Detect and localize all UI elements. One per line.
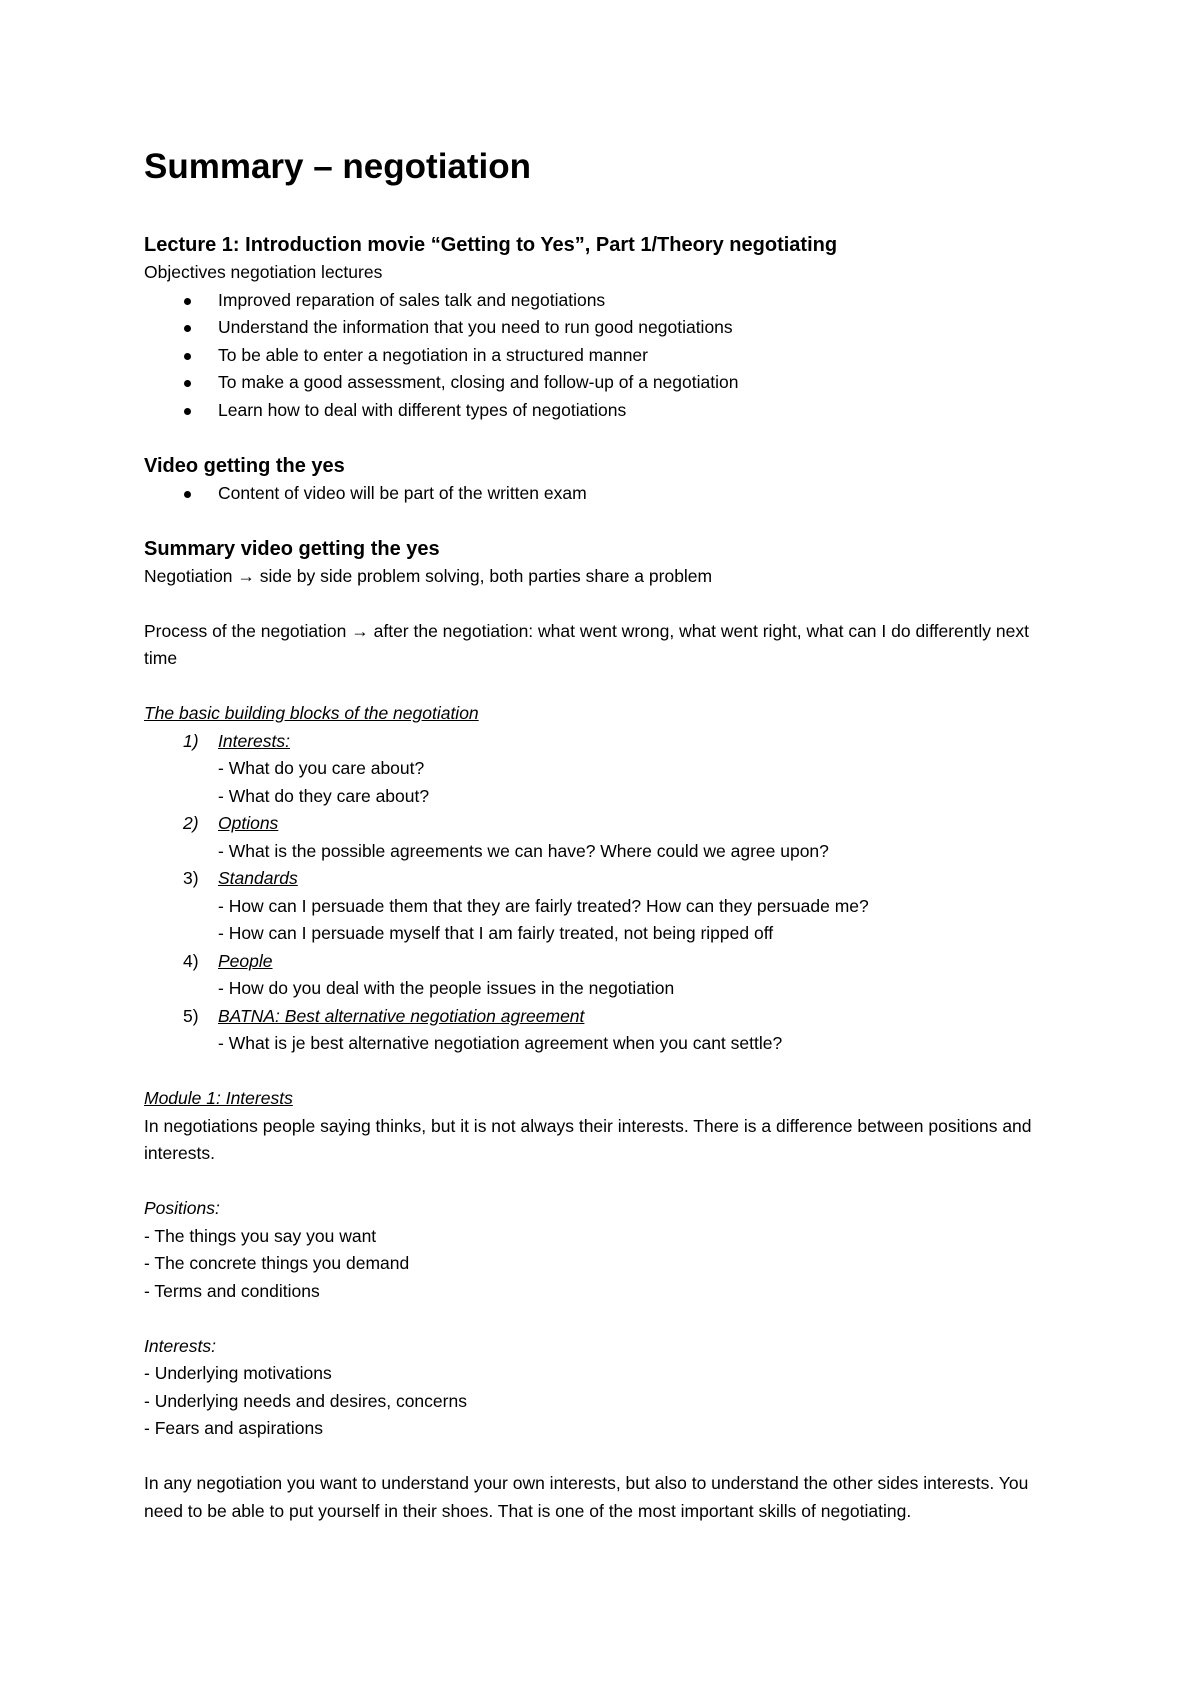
item-label: BATNA: Best alternative negotiation agreement xyxy=(218,1005,585,1026)
module-1-closing: In any negotiation you want to understand your own interests, but also to understand the other sides interests. You need to be able to put yourself in their shoes. That is one of the most important skills of negotiating. xyxy=(144,1473,1029,1521)
list-item: - Underlying motivations xyxy=(144,1363,332,1383)
bullet-icon xyxy=(184,491,191,498)
sub-item: - What do they care about? xyxy=(218,785,430,806)
bullet-icon xyxy=(184,353,191,360)
interests-label: Interests: xyxy=(144,1335,216,1356)
video-list xyxy=(144,480,1064,508)
bullet-icon xyxy=(184,298,191,305)
block-item-options xyxy=(144,810,1064,838)
list-item: To make a good assessment, closing and follow-up of a negotiation xyxy=(144,369,1064,397)
item-label: Standards xyxy=(218,868,298,888)
list-item: - Underlying needs and desires, concerns xyxy=(144,1390,467,1411)
objectives-list xyxy=(144,287,1064,425)
module-1-intro: In negotiations people saying thinks, but it is not always their interests. There is a difference between positions and interests. xyxy=(144,1115,1032,1163)
item-number: 3) xyxy=(183,868,199,888)
list-item: - The things you say you want xyxy=(144,1225,377,1246)
list-item: Improved reparation of sales talk and negotiations xyxy=(144,287,1064,315)
list-item: - The concrete things you demand xyxy=(144,1253,410,1273)
list-item: Learn how to deal with different types of negotiations xyxy=(144,397,1064,425)
sub-item: - What do you care about? xyxy=(218,758,425,778)
sub-item: - How can I persuade myself that I am fairly treated, not being ripped off xyxy=(218,923,774,943)
summary-line-1: Negotiation → side by side problem solving, both parties share a problem xyxy=(144,565,713,586)
summary-line-2: Process of the negotiation → after the negotiation: what went wrong, what went right, what can I do differently next time xyxy=(144,620,1029,668)
item-number: 2) xyxy=(183,813,199,833)
arrow-right-icon: → xyxy=(237,565,255,586)
document-content xyxy=(144,143,1064,1525)
item-number: 1) xyxy=(183,730,199,751)
bullet-icon xyxy=(184,325,191,332)
sub-item: - What is the possible agreements we can have? Where could we agree upon? xyxy=(218,840,829,861)
item-label: Options xyxy=(218,813,279,833)
block-item-batna xyxy=(144,1003,1064,1031)
positions-label: Positions: xyxy=(144,1198,220,1218)
list-item: Content of video will be part of the written exam xyxy=(144,480,1064,508)
list-item: - Terms and conditions xyxy=(144,1280,320,1301)
item-label: Interests: xyxy=(218,730,290,751)
sub-item: - What is je best alternative negotiation agreement when you cant settle? xyxy=(218,1033,783,1053)
objectives-label: Objectives negotiation lectures xyxy=(144,262,383,282)
block-item-interests xyxy=(144,728,1064,756)
document-title: Summary – negotiation xyxy=(144,147,532,186)
summary-video-heading: Summary video getting the yes xyxy=(144,537,440,560)
building-blocks-heading: The basic building blocks of the negotiation xyxy=(144,703,479,723)
block-item-people xyxy=(144,948,1064,976)
module-1-heading: Module 1: Interests xyxy=(144,1088,293,1108)
lecture-heading: Lecture 1: Introduction movie “Getting to Yes”, Part 1/Theory negotiating xyxy=(144,234,838,256)
item-label: People xyxy=(218,950,273,971)
list-item: To be able to enter a negotiation in a structured manner xyxy=(144,342,1064,370)
arrow-right-icon: → xyxy=(351,620,369,641)
item-number: 5) xyxy=(183,1005,199,1026)
list-item: Understand the information that you need to run good negotiations xyxy=(144,314,1064,342)
sub-item: - How do you deal with the people issues in the negotiation xyxy=(218,978,675,998)
block-item-standards xyxy=(144,865,1064,893)
item-number: 4) xyxy=(183,950,199,971)
video-heading: Video getting the yes xyxy=(144,454,345,477)
sub-item: - How can I persuade them that they are fairly treated? How can they persuade me? xyxy=(218,895,869,916)
list-item: - Fears and aspirations xyxy=(144,1418,323,1438)
bullet-icon xyxy=(184,380,191,387)
bullet-icon xyxy=(184,408,191,415)
